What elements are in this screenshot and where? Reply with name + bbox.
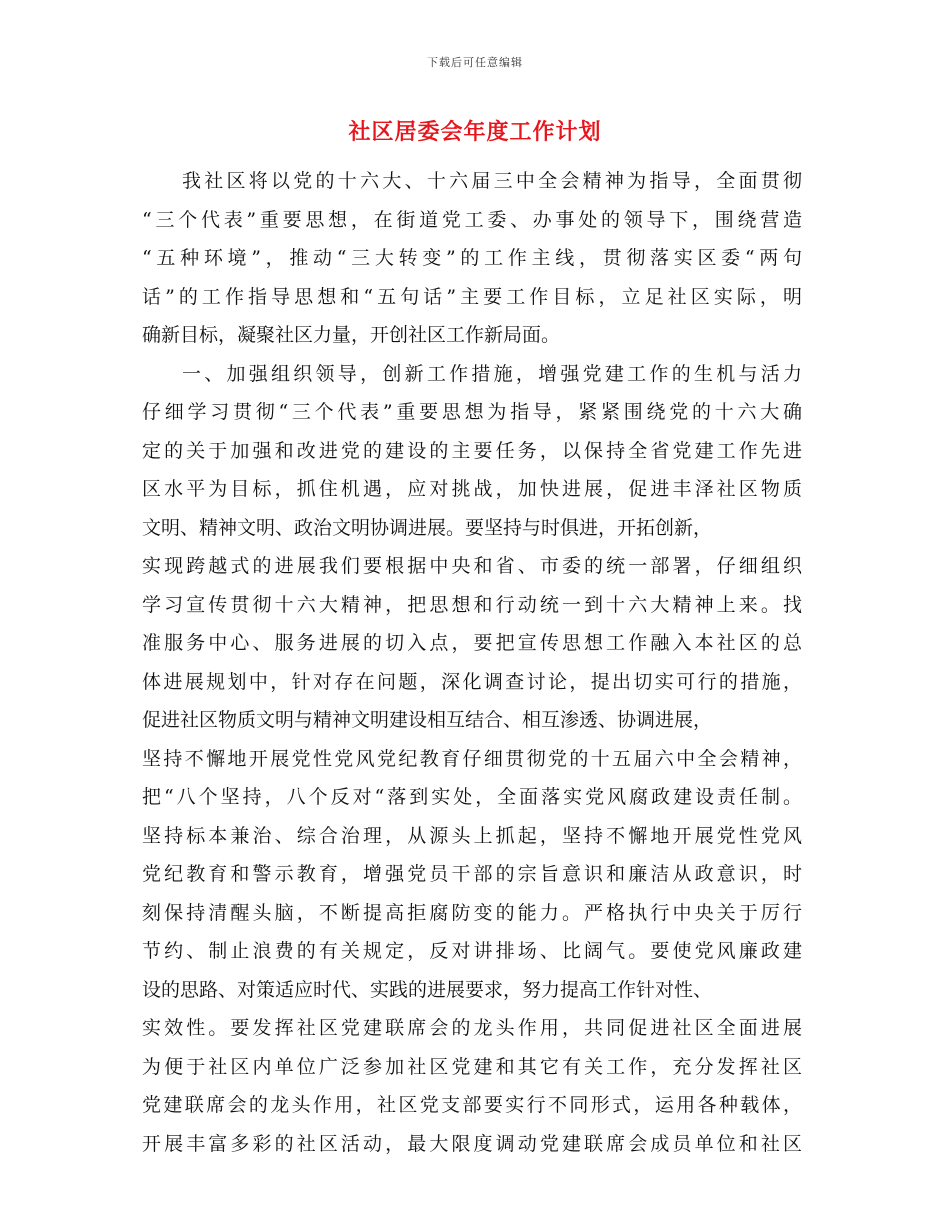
body-text-line: 体进展规划中，针对存在问题，深化调查讨论，提出切实可行的措施，: [142, 670, 802, 693]
body-text-line: “三个代表”重要思想，在街道党工委、办事处的领导下，围绕营造: [142, 208, 802, 231]
body-text-line: 节约、制止浪费的有关规定，反对讲排场、比阔气。要使党风廉政建: [142, 940, 802, 962]
document-title: 社区居委会年度工作计划: [348, 119, 602, 145]
header-note: 下载后可任意编辑: [427, 56, 523, 69]
body-text-line: 党纪教育和警示教育，增强党员干部的宗旨意识和廉洁从政意识，时: [142, 863, 802, 885]
body-text-line: 学习宣传贯彻十六大精神，把思想和行动统一到十六大精神上来。找: [142, 593, 802, 616]
body-text-line: 开展丰富多彩的社区活动，最大限度调动党建联席会成员单位和社区: [142, 1132, 802, 1155]
body-text-line: 坚持标本兼治、综合治理，从源头上抓起，坚持不懈地开展党性党风: [142, 824, 802, 847]
document-body: [142, 162, 802, 1163]
body-text-line: 一、加强组织领导，创新工作措施，增强党建工作的生机与活力: [182, 362, 802, 385]
body-text-line: 为便于社区内单位广泛参加社区党建和其它有关工作，充分发挥社区: [142, 1055, 802, 1078]
body-text-line: 刻保持清醒头脑，不断提高拒腐防变的能力。严格执行中央关于厉行: [142, 901, 802, 924]
body-text-line: 定的关于加强和改进党的建设的主要任务，以保持全省党建工作先进: [142, 439, 802, 462]
body-text-line: 区水平为目标，抓住机遇，应对挑战，加快进展，促进丰泽社区物质: [142, 478, 802, 500]
body-text-line: 我社区将以党的十六大、十六届三中全会精神为指导，全面贯彻: [182, 170, 802, 192]
body-text-line: 确新目标，凝聚社区力量，开创社区工作新局面。: [142, 324, 561, 346]
body-text-line: 坚持不懈地开展党性党风党纪教育仔细贯彻党的十五届六中全会精神，: [142, 747, 802, 770]
body-text-line: 设的思路、对策适应时代、实践的进展要求，努力提高工作针对性、: [142, 978, 713, 1001]
body-text-line: 仔细学习贯彻“三个代表”重要思想为指导，紧紧围绕党的十六大确: [142, 401, 802, 423]
body-text-line: 实效性。要发挥社区党建联席会的龙头作用，共同促进社区全面进展: [142, 1017, 802, 1039]
body-text-line: 实现跨越式的进展我们要根据中央和省、市委的统一部署，仔细组织: [142, 555, 802, 577]
body-text-line: “五种环境”，推动“三大转变”的工作主线，贯彻落实区委“两句: [142, 247, 802, 269]
body-text-line: 文明、精神文明、政治文明协调进展。要坚持与时俱进，开拓创新，: [142, 516, 713, 539]
body-text-line: 把“八个坚持，八个反对“落到实处，全面落实党风腐政建设责任制。: [142, 786, 802, 808]
body-text-line: 话”的工作指导思想和“五句话”主要工作目标，立足社区实际，明: [142, 285, 802, 308]
body-text-line: 准服务中心、服务进展的切入点，要把宣传思想工作融入本社区的总: [142, 632, 802, 654]
body-text-line: 党建联席会的龙头作用，社区党支部要实行不同形式，运用各种载体，: [142, 1094, 802, 1116]
body-text-line: 促进社区物质文明与精神文明建设相互结合、相互渗透、协调进展，: [142, 709, 713, 731]
